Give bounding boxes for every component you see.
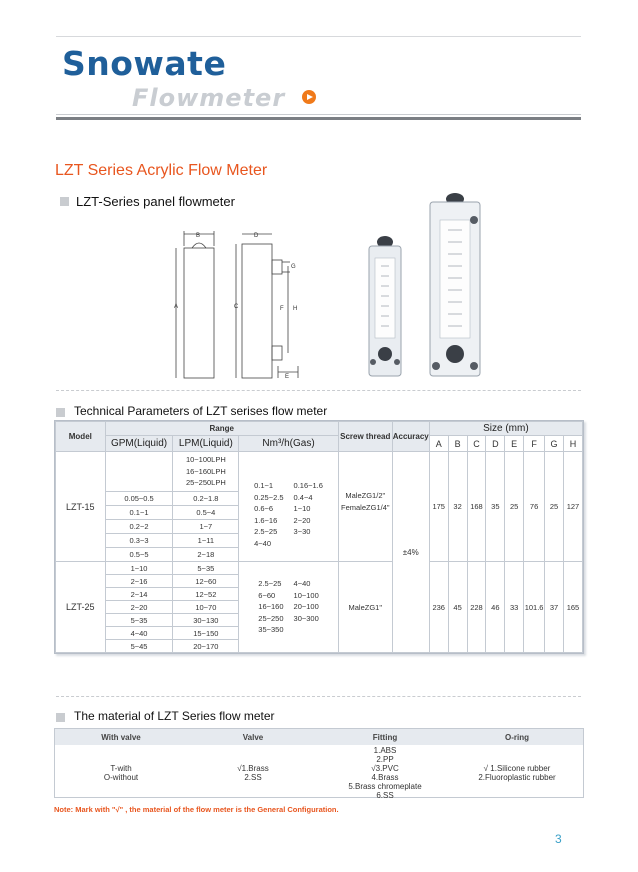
lph-range: 16~160LPH <box>185 466 226 476</box>
size-value: 175 <box>429 452 448 562</box>
gas-range: 0.25~2.5 <box>254 492 284 502</box>
header-rule <box>56 117 581 120</box>
header-gpm: GPM(Liquid) <box>105 436 173 452</box>
gpm-cell: 0.1~1 <box>105 506 173 520</box>
lph-ranges <box>173 452 239 492</box>
dim-label-f: F <box>280 306 284 312</box>
dim-label-c: C <box>234 304 239 310</box>
size-col-c: C <box>467 436 486 452</box>
size-col-e: E <box>505 436 524 452</box>
gas-range: 6~60 <box>258 590 276 600</box>
section-bullet-icon <box>60 197 69 206</box>
top-divider <box>56 36 581 37</box>
lpm-cell: 30~130 <box>173 614 239 627</box>
valve-options <box>187 745 319 801</box>
accuracy-value: ±4% <box>392 452 429 653</box>
lph-range: 25~250LPH <box>185 478 226 488</box>
material-table <box>54 728 584 798</box>
dim-label-b: B <box>196 233 201 239</box>
dim-label-g: G <box>291 264 296 270</box>
lpm-cell: 10~70 <box>173 601 239 614</box>
size-value: 32 <box>448 452 467 562</box>
gas-range: 0.4~4 <box>293 492 313 502</box>
page-title: LZT Series Acrylic Flow Meter <box>55 162 268 179</box>
gas-range: 2~20 <box>293 515 311 525</box>
screw-lzt25: MaleZG1" <box>338 562 392 653</box>
header-rule-thin <box>56 114 581 115</box>
gas-range: 0.6~6 <box>254 504 274 513</box>
size-value: 25 <box>505 452 524 562</box>
lpm-cell: 1~11 <box>173 534 239 548</box>
fitting-option: 6.SS <box>376 791 394 800</box>
size-value: 228 <box>467 562 486 653</box>
size-value: 168 <box>467 452 486 562</box>
section-bullet-icon <box>56 408 65 417</box>
gas-range: 2.5~25 <box>254 527 278 536</box>
lpm-cell: 15~150 <box>173 627 239 640</box>
play-icon <box>302 90 316 104</box>
size-value: 33 <box>505 562 524 653</box>
configuration-note: Note: Mark with "√" , the material of the flow meter is the General Configuration. <box>54 805 339 814</box>
size-value: 25 <box>545 452 564 562</box>
fitting-option: 2.PP <box>376 755 394 764</box>
header-size: Size (mm) <box>429 422 582 436</box>
size-col-a: A <box>429 436 448 452</box>
small-flowmeter-photo <box>355 232 415 382</box>
size-value: 127 <box>563 452 582 562</box>
gpm-cell: 2~20 <box>105 601 173 614</box>
gpm-cell: 4~40 <box>105 627 173 640</box>
lpm-cell: 0.2~1.8 <box>173 492 239 506</box>
lpm-cell: 5~35 <box>173 562 239 575</box>
oring-option: √ 1.Silicone rubber <box>483 764 551 773</box>
gpm-cell: 5~45 <box>105 640 173 653</box>
gas-range: 0.1~1 <box>254 481 274 490</box>
header-accuracy: Accuracy <box>392 422 429 452</box>
size-col-f: F <box>524 436 545 452</box>
model-lzt25: LZT-25 <box>56 562 106 653</box>
valve-option: 2.SS <box>244 773 262 782</box>
dim-label-h: H <box>293 306 298 312</box>
header-oring: O-ring <box>451 729 583 745</box>
lpm-cell: 0.5~4 <box>173 506 239 520</box>
size-value: 46 <box>486 562 505 653</box>
lpm-cell: 20~170 <box>173 640 239 653</box>
dim-label-d: D <box>254 233 259 239</box>
gas-range: 3~30 <box>293 527 311 536</box>
lpm-cell: 12~60 <box>173 575 239 588</box>
size-col-h: H <box>563 436 582 452</box>
size-col-d: D <box>486 436 505 452</box>
gas-range: 16~160 <box>258 602 284 612</box>
header-screw-thread: Screw thread <box>338 422 392 452</box>
section-divider <box>56 696 581 697</box>
dim-label-e: E <box>285 374 290 380</box>
size-value: 236 <box>429 562 448 653</box>
lph-range: 10~100LPH <box>185 455 226 465</box>
technical-parameters-table <box>54 420 584 654</box>
oring-option: 2.Fluoroplastic rubber <box>478 773 556 782</box>
size-value: 76 <box>524 452 545 562</box>
header-lpm: LPM(Liquid) <box>173 436 239 452</box>
header-with-valve: With valve <box>55 729 187 745</box>
header-range: Range <box>105 422 338 436</box>
gpm-cell: 5~35 <box>105 614 173 627</box>
gpm-cell: 0.5~5 <box>105 548 173 562</box>
section2-heading: Technical Parameters of LZT serises flow meter <box>74 404 328 418</box>
lpm-cell: 2~18 <box>173 548 239 562</box>
gas-range: 25~250 <box>258 613 284 623</box>
screw-lzt15 <box>338 452 392 562</box>
fitting-option: 1.ABS <box>373 746 397 755</box>
gpm-cell: 0.05~0.5 <box>105 492 173 506</box>
fitting-option: √3.PVC <box>371 764 399 773</box>
size-value: 35 <box>486 452 505 562</box>
header-fitting: Fitting <box>319 729 451 745</box>
fitting-option: 4.Brass <box>371 773 399 782</box>
gas-range: 35~350 <box>258 625 284 635</box>
gpm-cell: 2~14 <box>105 588 173 601</box>
large-flowmeter-photo <box>418 190 488 382</box>
gpm-cell: 0.3~3 <box>105 534 173 548</box>
screw-thread: FemaleZG1/4" <box>341 502 390 512</box>
gpm-cell: 1~10 <box>105 562 173 575</box>
gas-range: 4~40 <box>254 538 272 548</box>
dimension-drawing <box>170 228 320 386</box>
header-valve: Valve <box>187 729 319 745</box>
gas-range: 20~100 <box>293 602 319 612</box>
section1-heading: LZT-Series panel flowmeter <box>76 194 235 209</box>
header-model: Model <box>56 422 106 452</box>
gas-range: 4~40 <box>293 579 311 589</box>
oring-options <box>451 745 583 801</box>
gas-range: 30~300 <box>293 613 319 623</box>
size-col-b: B <box>448 436 467 452</box>
gas-range: 2.5~25 <box>258 579 282 589</box>
screw-thread: MaleZG1/2" <box>345 491 386 500</box>
section-divider <box>56 390 581 391</box>
section-bullet-icon <box>56 713 65 722</box>
header-nm3: Nm³/h(Gas) <box>239 436 339 452</box>
lpm-cell: 12~52 <box>173 588 239 601</box>
with-valve-options <box>55 745 187 801</box>
model-lzt15: LZT-15 <box>56 452 106 562</box>
size-col-g: G <box>545 436 564 452</box>
gas-range-lzt15 <box>239 452 339 562</box>
fitting-options <box>319 745 451 801</box>
gas-range: 10~100 <box>293 590 319 600</box>
size-value: 101.6 <box>524 562 545 653</box>
size-value: 37 <box>545 562 564 653</box>
size-value: 165 <box>563 562 582 653</box>
with-valve-option: O-without <box>103 773 139 782</box>
dim-label-a: A <box>174 304 179 310</box>
gpm-cell: 2~16 <box>105 575 173 588</box>
section3-heading: The material of LZT Series flow meter <box>74 709 275 723</box>
fitting-option: 5.Brass chromeplate <box>348 782 422 791</box>
page-number: 3 <box>555 832 562 846</box>
gas-range: 0.16~1.6 <box>293 481 323 490</box>
brand-logo: Snowate <box>62 44 227 83</box>
valve-option: √1.Brass <box>237 764 269 773</box>
gas-range-lzt25 <box>239 562 339 653</box>
gpm-cell: 0.2~2 <box>105 520 173 534</box>
brand-subtitle: Flowmeter <box>132 84 286 112</box>
gas-range: 1~10 <box>293 504 311 513</box>
lpm-cell: 1~7 <box>173 520 239 534</box>
with-valve-option: T-with <box>110 764 132 773</box>
gas-range: 1.6~16 <box>254 515 278 525</box>
size-value: 45 <box>448 562 467 653</box>
